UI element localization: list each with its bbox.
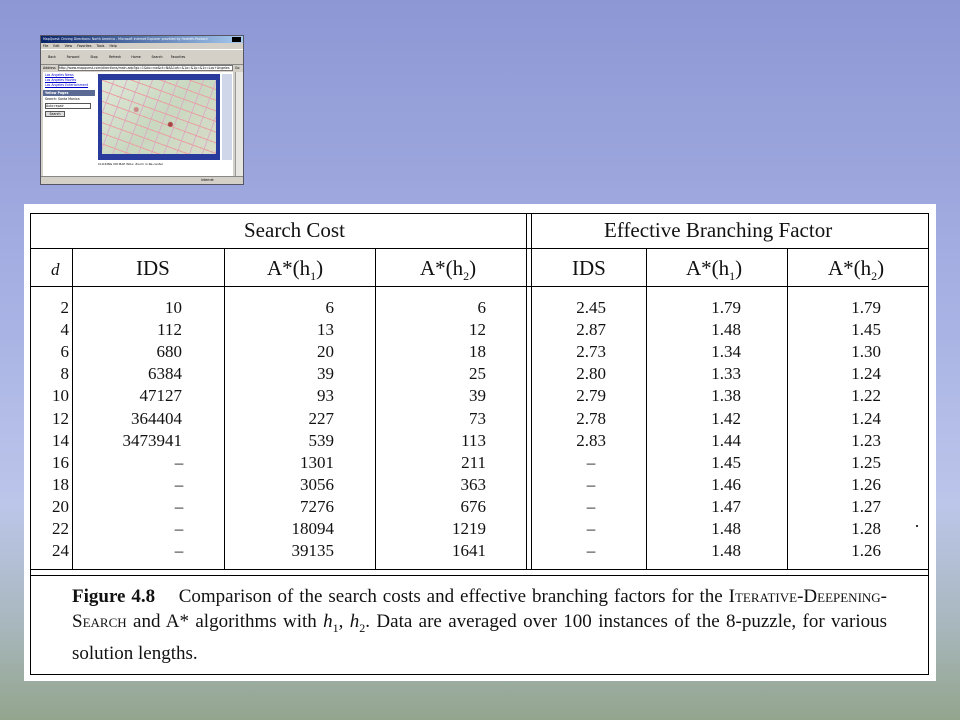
browser-screenshot bbox=[40, 35, 244, 185]
cell-ids-cost: 3473941 bbox=[122, 430, 182, 450]
cell-ids-cost: 364404 bbox=[131, 408, 182, 428]
cell-h1-cost: 227 bbox=[308, 408, 334, 428]
cell-h2-ebf: 1.79 bbox=[851, 298, 881, 317]
caption-text-3: . Data are averaged over 100 bbox=[365, 611, 592, 632]
map-zoom-toolbar[interactable] bbox=[222, 74, 232, 160]
cell-h2-ebf: 1.27 bbox=[851, 496, 881, 516]
cell-h2-ebf: 1.24 bbox=[851, 408, 881, 428]
cell-h2-ebf: 1.23 bbox=[851, 430, 881, 450]
cell-d: 8 bbox=[60, 364, 69, 384]
rule-c1 bbox=[224, 248, 225, 569]
cell-h1-cost: 1301 bbox=[300, 452, 334, 472]
rule-d bbox=[72, 248, 73, 569]
cell-h1-ebf: 1.42 bbox=[711, 408, 741, 428]
address-label: Address bbox=[43, 66, 56, 70]
cell-ids-ebf: – bbox=[586, 541, 596, 561]
cell-ids-ebf: 2.78 bbox=[576, 408, 606, 428]
branching-factor-header: Effective Branching Factor bbox=[604, 218, 833, 242]
stray-dot bbox=[916, 525, 918, 527]
caption-algo: Iterative-Deepening-Search bbox=[72, 586, 888, 632]
caption-h2-sub: 2 bbox=[359, 620, 366, 635]
cell-ids-cost: 6384 bbox=[148, 364, 182, 384]
left-panel bbox=[43, 72, 95, 176]
map-click-options bbox=[98, 162, 163, 166]
page-content bbox=[43, 72, 233, 176]
cell-h2-cost: 73 bbox=[469, 408, 486, 428]
cell-h1-ebf: 1.48 bbox=[711, 320, 741, 340]
cell-h2-ebf: 1.30 bbox=[851, 342, 881, 362]
cell-h2-ebf: 1.25 bbox=[851, 452, 881, 472]
rule-right bbox=[928, 213, 929, 675]
cell-ids-ebf: – bbox=[586, 474, 596, 494]
col-h1-ebf: $A*(h_1)$ bbox=[686, 256, 743, 284]
menu-favorites[interactable]: Favorites bbox=[77, 44, 92, 48]
menu-help[interactable]: Help bbox=[109, 44, 117, 48]
cell-h1-cost: 18094 bbox=[291, 519, 334, 538]
cell-h1-cost: 3056 bbox=[300, 474, 334, 494]
link-movies[interactable]: Los Angeles Movies bbox=[45, 78, 77, 82]
go-button[interactable]: Go bbox=[235, 66, 240, 70]
back-button[interactable]: Back bbox=[48, 55, 56, 59]
cell-h1-cost: 13 bbox=[317, 320, 334, 340]
col-h2-cost: $A*(h_2)$ bbox=[420, 256, 477, 284]
cell-d: 16 bbox=[52, 452, 69, 472]
recenter-radio[interactable]: Re-center bbox=[148, 162, 164, 166]
col-d: d bbox=[51, 260, 60, 279]
col-ids-ebf: IDS bbox=[572, 256, 606, 280]
yp-search-button[interactable]: Search bbox=[45, 111, 65, 117]
cell-ids-ebf: – bbox=[586, 519, 596, 538]
cell-h1-ebf: 1.46 bbox=[711, 474, 741, 494]
cell-d: 18 bbox=[52, 474, 69, 494]
cell-d: 2 bbox=[60, 298, 69, 317]
col-ids-cost: IDS bbox=[136, 256, 170, 280]
col-h2-ebf: $A*(h_2)$ bbox=[828, 256, 885, 284]
status-bar bbox=[41, 176, 243, 184]
scrollbar[interactable] bbox=[235, 72, 243, 176]
cell-h2-cost: 12 bbox=[469, 320, 486, 340]
cell-h2-ebf: 1.22 bbox=[851, 386, 881, 406]
rule-caption bbox=[30, 674, 928, 675]
status-zone: Internet bbox=[201, 178, 214, 182]
cell-ids-cost: – bbox=[174, 519, 184, 538]
category-select[interactable]: Auto repair bbox=[45, 103, 91, 109]
cell-h1-ebf: 1.48 bbox=[711, 519, 741, 538]
cell-h2-cost: 676 bbox=[460, 496, 486, 516]
cell-ids-cost: – bbox=[174, 452, 184, 472]
rule-c2 bbox=[375, 248, 376, 569]
caption-h1: h bbox=[323, 611, 333, 632]
caption-h2: h bbox=[349, 611, 360, 632]
cell-ids-ebf: 2.80 bbox=[576, 364, 606, 384]
menu-file[interactable]: File bbox=[43, 44, 49, 48]
rule-header bbox=[30, 286, 928, 287]
menu-tools[interactable]: Tools bbox=[96, 44, 105, 48]
cell-ids-cost: – bbox=[174, 474, 184, 494]
cell-d: 14 bbox=[52, 430, 69, 450]
cell-d: 4 bbox=[60, 320, 69, 340]
cell-h1-cost: 39135 bbox=[291, 541, 334, 561]
cell-h2-cost: 25 bbox=[469, 364, 486, 384]
cell-d: 10 bbox=[52, 386, 69, 406]
cell-h2-cost: 1219 bbox=[452, 519, 486, 538]
cell-h2-cost: 6 bbox=[477, 298, 486, 317]
cell-h1-ebf: 1.33 bbox=[711, 364, 741, 384]
menu-edit[interactable]: Edit bbox=[53, 44, 60, 48]
refresh-button[interactable]: Refresh bbox=[108, 55, 122, 59]
cell-ids-cost: – bbox=[174, 496, 184, 516]
rule-mid2 bbox=[531, 213, 532, 569]
rule-c5 bbox=[787, 248, 788, 569]
cell-ids-ebf: – bbox=[586, 496, 596, 516]
map-image[interactable] bbox=[102, 80, 216, 154]
cell-ids-cost: 112 bbox=[157, 320, 182, 340]
cell-ids-cost: 680 bbox=[156, 342, 182, 362]
cell-d: 22 bbox=[52, 519, 69, 538]
cell-h2-cost: 18 bbox=[469, 342, 486, 362]
cell-h2-cost: 363 bbox=[460, 474, 486, 494]
caption-text-4: instances of the 8-puzzle, for various solution lengths. bbox=[72, 611, 887, 664]
cell-h2-ebf: 1.45 bbox=[851, 320, 881, 340]
link-entertainment[interactable]: Los Angeles Entertainment bbox=[45, 83, 89, 87]
cell-h1-cost: 20 bbox=[317, 342, 334, 362]
cell-h2-ebf: 1.24 bbox=[851, 364, 881, 384]
cell-ids-ebf: 2.83 bbox=[576, 430, 606, 450]
cell-h1-cost: 539 bbox=[308, 430, 334, 450]
window-title: MapQuest: Driving Directions: North America - Microsoft Internet Explorer provided by Hewlett-Packard bbox=[41, 36, 243, 43]
cell-d: 12 bbox=[52, 408, 69, 428]
cell-ids-ebf: 2.87 bbox=[576, 320, 606, 340]
cell-h2-cost: 113 bbox=[461, 430, 486, 450]
rule-group bbox=[30, 248, 928, 249]
figure-caption bbox=[72, 584, 887, 666]
forward-button[interactable]: Forward bbox=[66, 55, 80, 59]
address-input[interactable]: http://www.mapquest.com/directions/main.adp?go=1&do=nw&ct=NA&1ah=&1a=&1p=&1c=Los+Angeles bbox=[58, 65, 233, 71]
link-news[interactable]: Los Angeles News bbox=[45, 73, 74, 77]
search-cost-header: Search Cost bbox=[244, 218, 345, 242]
cell-ids-ebf: 2.79 bbox=[576, 386, 606, 406]
cell-h2-cost: 1641 bbox=[452, 541, 486, 561]
stop-button[interactable]: Stop bbox=[90, 55, 98, 59]
cell-h2-ebf: 1.26 bbox=[851, 541, 881, 561]
close-icon[interactable] bbox=[232, 37, 241, 42]
cell-h1-cost: 93 bbox=[317, 386, 334, 406]
cell-h1-cost: 39 bbox=[317, 364, 334, 384]
browser-toolbar bbox=[41, 49, 243, 65]
col-h1-cost: $A*(h_1)$ bbox=[267, 256, 324, 284]
cell-d: 24 bbox=[52, 541, 69, 561]
cell-h1-ebf: 1.48 bbox=[711, 541, 741, 561]
cell-h1-ebf: 1.44 bbox=[711, 430, 741, 450]
rule-left bbox=[30, 213, 31, 675]
cell-h1-ebf: 1.79 bbox=[711, 298, 741, 317]
home-button[interactable]: Home bbox=[131, 55, 141, 59]
caption-h1-sub: 1 bbox=[332, 620, 339, 635]
cell-ids-ebf: 2.73 bbox=[576, 342, 606, 362]
cell-h1-ebf: 1.38 bbox=[711, 386, 741, 406]
click-label: CLICKING ON MAP WILL: bbox=[98, 162, 135, 166]
caption-label: Figure 4.8 bbox=[72, 586, 156, 607]
cell-h1-ebf: 1.45 bbox=[711, 452, 741, 472]
cell-h2-cost: 39 bbox=[469, 386, 486, 406]
comparison-table bbox=[24, 204, 936, 681]
cell-h2-cost: 211 bbox=[461, 452, 486, 472]
rule-c4 bbox=[646, 248, 647, 569]
address-bar bbox=[41, 65, 243, 71]
cell-h1-cost: 7276 bbox=[300, 496, 334, 516]
rule-top bbox=[30, 213, 928, 214]
cell-h2-ebf: 1.28 bbox=[851, 519, 881, 538]
cell-h1-ebf: 1.34 bbox=[711, 342, 741, 362]
caption-text-1: Comparison of the search costs and effective branching factors for the bbox=[178, 586, 723, 607]
search-label: Search: Santa Monica bbox=[45, 97, 80, 101]
cell-ids-ebf: – bbox=[586, 452, 596, 472]
caption-comma: , bbox=[338, 611, 350, 632]
menu-view[interactable]: View bbox=[64, 44, 73, 48]
figure-panel bbox=[24, 204, 936, 681]
map-frame bbox=[98, 74, 220, 160]
caption-text-2: and A* algorithms with bbox=[126, 611, 324, 632]
cell-ids-cost: 10 bbox=[165, 298, 182, 317]
cell-d: 20 bbox=[52, 496, 69, 516]
rule-mid1 bbox=[526, 213, 527, 569]
zoom-in-radio[interactable]: Zoom in bbox=[135, 162, 148, 166]
cell-d: 6 bbox=[60, 342, 69, 362]
cell-ids-cost: 47127 bbox=[139, 386, 182, 406]
cell-h2-ebf: 1.26 bbox=[851, 474, 881, 494]
yellow-pages-header: Yellow Pages bbox=[43, 90, 95, 96]
cell-ids-ebf: 2.45 bbox=[576, 298, 606, 317]
search-button[interactable]: Search bbox=[151, 55, 163, 59]
cell-h1-ebf: 1.47 bbox=[711, 496, 741, 516]
rule-bottom2 bbox=[30, 575, 928, 576]
cell-ids-cost: – bbox=[174, 541, 184, 561]
rule-bottom bbox=[30, 569, 928, 570]
favorites-button[interactable]: Favorites bbox=[170, 55, 186, 59]
cell-h1-cost: 6 bbox=[325, 298, 334, 317]
